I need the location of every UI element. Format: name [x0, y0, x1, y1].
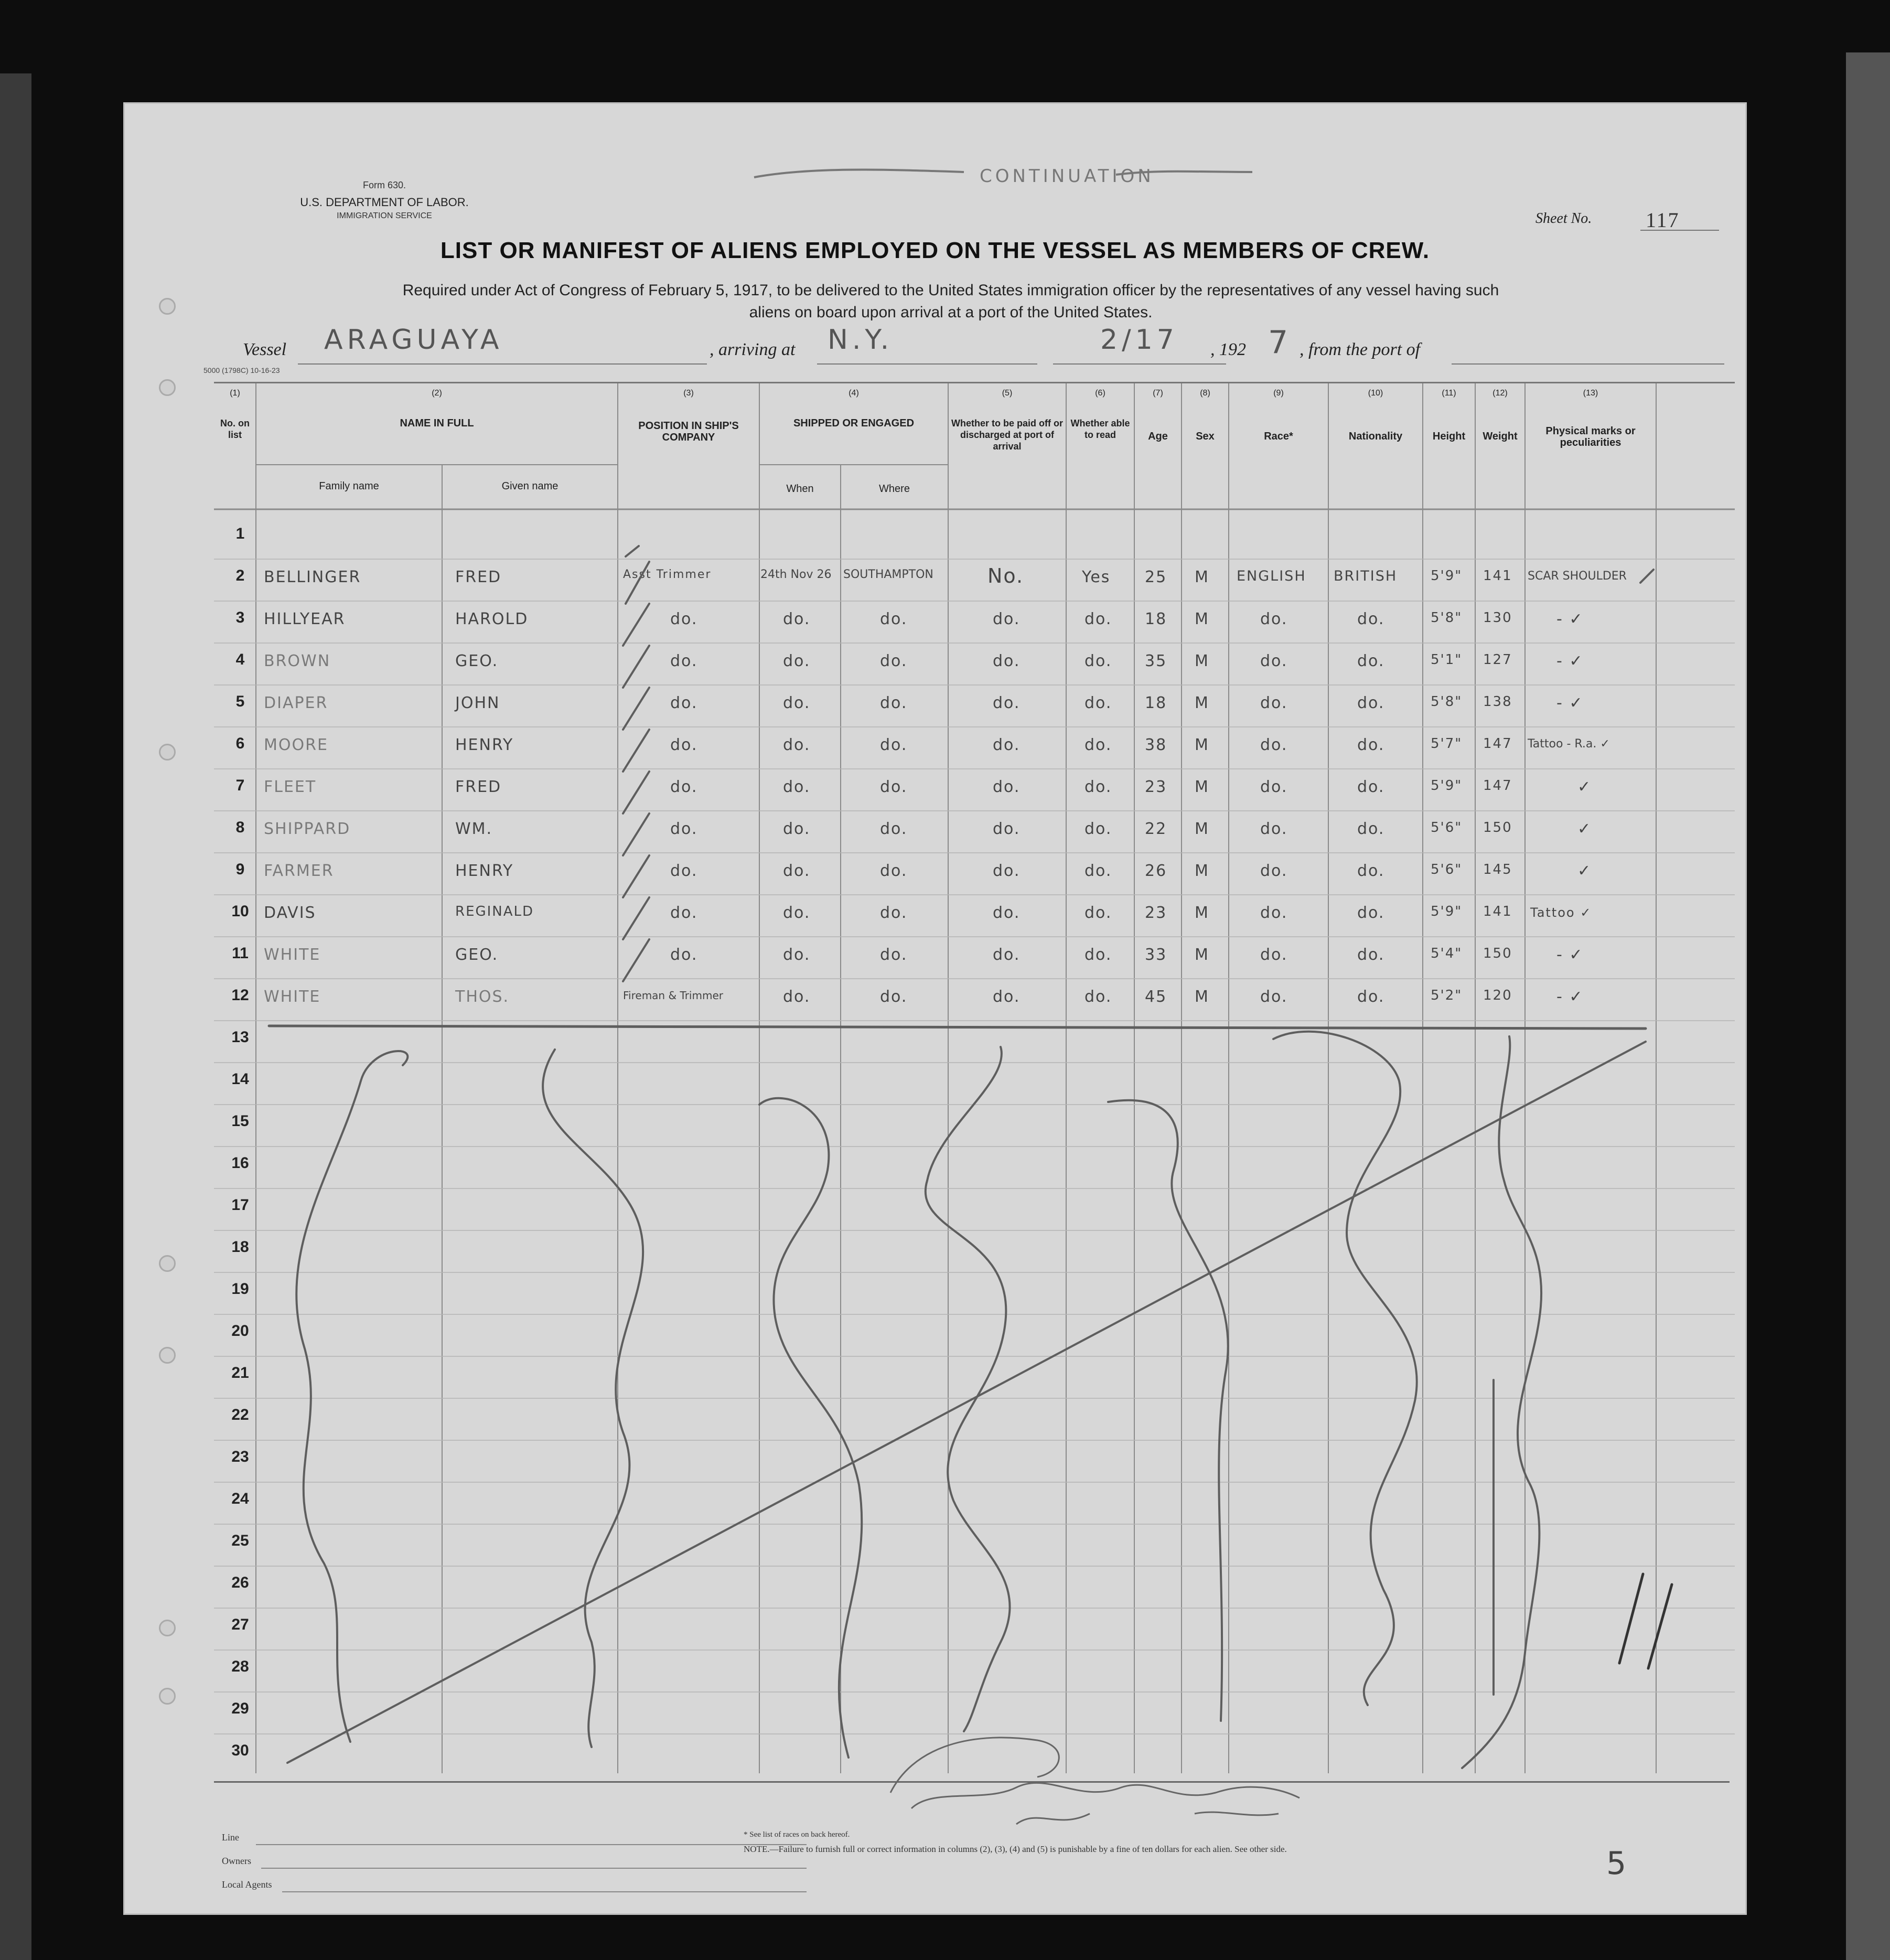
department-name: U.S. DEPARTMENT OF LABOR. — [300, 196, 469, 209]
nationality: do. — [1357, 820, 1385, 838]
where: do. — [880, 694, 908, 712]
weight: 150 — [1483, 946, 1512, 961]
col-where: Where — [879, 483, 910, 495]
height: 5'8" — [1431, 610, 1463, 626]
manifest-sheet — [123, 102, 1747, 1915]
height: 5'1" — [1431, 652, 1463, 668]
paid-off: do. — [993, 694, 1021, 712]
physical-marks: - ✓ — [1556, 946, 1584, 964]
binder-hole — [159, 1688, 176, 1705]
where: do. — [880, 736, 908, 754]
sheet-label: Sheet No. — [1535, 210, 1592, 227]
given-name: THOS. — [455, 988, 510, 1006]
where: do. — [880, 610, 908, 628]
weight: 145 — [1483, 862, 1512, 877]
age: 35 — [1145, 652, 1167, 670]
able-to-read: do. — [1084, 946, 1112, 964]
row-number: 13 — [231, 1029, 249, 1046]
nationality: do. — [1357, 736, 1385, 754]
row-number: 14 — [231, 1070, 249, 1088]
owners-label: Owners — [222, 1856, 251, 1866]
col-able-to-read: Whether able to read — [1070, 418, 1130, 440]
where: do. — [880, 778, 908, 796]
physical-marks: Tattoo - R.a. ✓ — [1528, 737, 1610, 751]
where: do. — [880, 820, 908, 838]
arrival-date: 2/17 — [1100, 324, 1178, 356]
row-number: 20 — [231, 1322, 249, 1340]
row-number: 17 — [231, 1196, 249, 1214]
physical-marks: ✓ — [1577, 778, 1592, 796]
row-number: 10 — [231, 903, 249, 920]
nationality: do. — [1357, 694, 1385, 712]
manifest-title: LIST OR MANIFEST OF ALIENS EMPLOYED ON THE VESSEL AS MEMBERS OF CREW. — [440, 238, 1430, 263]
binder-hole — [159, 379, 176, 396]
col-weight: Weight — [1483, 431, 1518, 442]
continuation-mark: CONTINUATION — [980, 166, 1154, 187]
family-name: WHITE — [264, 946, 321, 964]
weight: 138 — [1483, 694, 1512, 710]
given-name: FRED — [455, 568, 502, 586]
able-to-read: do. — [1084, 736, 1112, 754]
age: 45 — [1145, 988, 1167, 1006]
race: do. — [1260, 946, 1288, 964]
race: do. — [1260, 610, 1288, 628]
sex: M — [1195, 862, 1209, 880]
when: do. — [783, 610, 811, 628]
binder-hole — [159, 298, 176, 315]
where: do. — [880, 652, 908, 670]
age: 18 — [1145, 610, 1167, 628]
race-footnote: * See list of races on back hereof. — [744, 1830, 850, 1839]
col-name-in-full: NAME IN FULL — [400, 417, 474, 429]
able-to-read: do. — [1084, 694, 1112, 712]
when: do. — [783, 778, 811, 796]
row-number: 26 — [231, 1574, 249, 1591]
position: do. — [670, 862, 698, 880]
paid-off: No. — [987, 564, 1024, 587]
given-name: WM. — [455, 820, 493, 838]
position: do. — [670, 820, 698, 838]
paid-off: do. — [993, 862, 1021, 880]
from-port-label: , from the port of — [1300, 340, 1421, 359]
col-family-name: Family name — [319, 480, 379, 492]
family-name: WHITE — [264, 988, 321, 1006]
height: 5'4" — [1431, 946, 1463, 961]
race: do. — [1260, 904, 1288, 922]
row-number: 29 — [231, 1700, 249, 1717]
when: do. — [783, 904, 811, 922]
able-to-read: do. — [1084, 904, 1112, 922]
col-race: Race* — [1264, 431, 1293, 442]
race: do. — [1260, 862, 1288, 880]
position: do. — [670, 694, 698, 712]
sex: M — [1195, 946, 1209, 964]
col-no-on-list: No. on list — [220, 418, 250, 440]
family-name: FARMER — [264, 862, 334, 880]
weight: 120 — [1483, 988, 1512, 1003]
row-number: 28 — [231, 1658, 249, 1675]
arriving-port: N.Y. — [828, 324, 894, 356]
col-paid-off: Whether to be paid off or discharged at port of arrival — [951, 418, 1063, 452]
physical-marks: - ✓ — [1556, 694, 1584, 712]
film-edge-left — [0, 73, 31, 1960]
row-number: 12 — [231, 987, 249, 1004]
form-number: Form 630. — [362, 180, 406, 190]
col-age: Age — [1148, 431, 1168, 442]
weight: 150 — [1483, 820, 1512, 836]
paid-off: do. — [993, 652, 1021, 670]
row-number: 24 — [231, 1490, 249, 1507]
position: do. — [670, 778, 698, 796]
physical-marks: Tattoo ✓ — [1530, 905, 1592, 920]
age: 23 — [1145, 778, 1167, 796]
row-number: 1 — [235, 525, 245, 542]
race: do. — [1260, 820, 1288, 838]
row-number: 22 — [231, 1406, 249, 1423]
when: do. — [783, 652, 811, 670]
sex: M — [1195, 778, 1209, 796]
fine-note: NOTE.—Failure to furnish full or correct information in columns (2), (3), (4) and (5) is punishable by a fine of ten dollars for each alien. See other side. — [744, 1844, 1287, 1854]
when: do. — [783, 736, 811, 754]
col-given-name: Given name — [501, 480, 559, 492]
nationality: do. — [1357, 778, 1385, 796]
physical-marks: ✓ — [1577, 862, 1592, 880]
height: 5'9" — [1431, 568, 1463, 584]
height: 5'7" — [1431, 736, 1463, 752]
height: 5'8" — [1431, 694, 1463, 710]
row-number: 19 — [231, 1280, 249, 1298]
able-to-read: do. — [1084, 988, 1112, 1006]
sheet-number: 117 — [1646, 208, 1680, 232]
race: do. — [1260, 694, 1288, 712]
nationality: do. — [1357, 652, 1385, 670]
age: 25 — [1145, 568, 1167, 586]
line-label: Line — [222, 1832, 239, 1843]
col-nationality: Nationality — [1348, 431, 1403, 442]
film-edge-right — [1846, 52, 1890, 1960]
col-physical-marks: Physical marks or peculiarities — [1545, 425, 1636, 448]
row-number: 18 — [231, 1238, 249, 1256]
position: do. — [670, 736, 698, 754]
page-mark: 5 — [1606, 1845, 1630, 1882]
when: do. — [783, 694, 811, 712]
weight: 141 — [1483, 904, 1512, 919]
col-position: POSITION IN SHIP'S COMPANY — [638, 420, 739, 443]
height: 5'9" — [1431, 778, 1463, 794]
col-when: When — [786, 483, 814, 495]
where: SOUTHAMPTON — [843, 568, 933, 581]
row-number: 21 — [231, 1364, 249, 1381]
row-number: 23 — [231, 1448, 249, 1465]
able-to-read: do. — [1084, 820, 1112, 838]
age: 22 — [1145, 820, 1167, 838]
year-digit: 7 — [1268, 324, 1293, 361]
sex: M — [1195, 652, 1209, 670]
where: do. — [880, 904, 908, 922]
where: do. — [880, 988, 908, 1006]
paid-off: do. — [993, 904, 1021, 922]
year-label: , 192 — [1210, 340, 1246, 359]
row-number: 6 — [235, 735, 245, 752]
weight: 147 — [1483, 778, 1512, 794]
physical-marks: ✓ — [1577, 820, 1592, 838]
family-name: MOORE — [264, 736, 328, 754]
weight: 141 — [1483, 568, 1512, 584]
height: 5'6" — [1431, 862, 1463, 877]
binder-hole — [159, 1255, 176, 1272]
row-number: 27 — [231, 1616, 249, 1633]
family-name: SHIPPARD — [264, 820, 351, 838]
when: do. — [783, 820, 811, 838]
binder-hole — [159, 1620, 176, 1636]
age: 33 — [1145, 946, 1167, 964]
vessel-label: Vessel — [243, 340, 287, 359]
family-name: BELLINGER — [264, 568, 361, 586]
when: 24th Nov 26 — [760, 568, 832, 581]
race: do. — [1260, 652, 1288, 670]
sex: M — [1195, 904, 1209, 922]
handwritten-signature — [880, 1709, 1310, 1835]
sex: M — [1195, 736, 1209, 754]
row-number: 7 — [235, 777, 245, 794]
row-number: 4 — [235, 651, 245, 668]
race: do. — [1260, 736, 1288, 754]
age: 23 — [1145, 904, 1167, 922]
where: do. — [880, 946, 908, 964]
row-number: 30 — [231, 1742, 249, 1759]
family-name: FLEET — [264, 778, 317, 796]
age: 26 — [1145, 862, 1167, 880]
given-name: REGINALD — [455, 904, 534, 919]
crew-table: (1) No. on list (2) NAME IN FULL Family name Given name (3) POSITION IN SHIP'S COMPANY (4) SHIPPED OR ENGAGED When Where (5) Whether to be paid off or discharged at port of arrival (6) Whether able to read (7) Age (8) Sex (9) Race* (10) Nationality (11) Height (12) Weight (13) Physical marks or peculiarities 1 2 3 4 5 6 7 8 9 10 11 12 13 14 15 16 17 18 19 20 21 22 23 24 25 26 27 28 29 30 BELLINGER FRED Asst Trimmer 24th Nov 26 SOUTHAMPTON No. Yes 25 M ENGLISH BRITISH 5'9" 141 SCAR SHOULDER HILLYEAR HAROLD do. do. do. do. do. 18 M do. do. 5'8" 130 - ✓ BROWN GEO. do. do. do. do. do. 35 M do. do. 5'1" 127 - ✓ DIAPER JOHN do. do. do. do. do. 18 M do. do. 5'8" 138 - ✓ MOORE HENRY do. do. do. do. do. 38 M do. do. 5'7" 147 Tattoo - R.a. ✓ FLEET FRED do. do. do. do. do. 23 M do. do. 5'9" 147 ✓ SHIPPARD WM. do. do. do. do. do. 22 M do. do. 5'6" 150 ✓ FARMER HENRY do. do. do. do. do. 26 M do. do. 5'6" 145 ✓ DAVIS REGINALD do. do. do. do. do. 23 M do. do. 5'9" 141 Tattoo ✓ WHITE GEO. do. do. do. do. do. 33 M do. do. 5'4" 150 - ✓ WHITE THOS. Fireman & Trimmer do. do. do. do. 45 M do. do. 5'2" 120 - ✓ — [214, 382, 1735, 1773]
given-name: JOHN — [455, 694, 500, 712]
able-to-read: do. — [1084, 652, 1112, 670]
binder-hole — [159, 744, 176, 761]
given-name: FRED — [455, 778, 502, 796]
paid-off: do. — [993, 988, 1021, 1006]
race: do. — [1260, 988, 1288, 1006]
row-number: 2 — [235, 567, 245, 584]
family-name: HILLYEAR — [264, 610, 346, 628]
height: 5'6" — [1431, 820, 1463, 836]
physical-marks: SCAR SHOULDER — [1528, 570, 1627, 583]
where: do. — [880, 862, 908, 880]
given-name: HENRY — [455, 736, 514, 754]
position: do. — [670, 652, 698, 670]
row-number: 25 — [231, 1532, 249, 1549]
nationality: do. — [1357, 946, 1385, 964]
physical-marks: - ✓ — [1556, 652, 1584, 670]
form-code: 5000 (1798C) 10-16-23 — [203, 366, 280, 374]
position: Asst Trimmer — [623, 568, 712, 581]
nationality: do. — [1357, 610, 1385, 628]
manifest-subtitle: Required under Act of Congress of February 5, 1917, to be delivered to the United States immigration officer by the representatives of any vessel having such aliens on board upon arrival at a port of the United States. — [402, 282, 1499, 321]
height: 5'2" — [1431, 988, 1463, 1003]
local-agents-label: Local Agents — [222, 1879, 272, 1890]
nationality: do. — [1357, 862, 1385, 880]
col-sex: Sex — [1196, 431, 1215, 442]
physical-marks: - ✓ — [1556, 610, 1584, 628]
able-to-read: do. — [1084, 778, 1112, 796]
given-name: GEO. — [455, 946, 499, 964]
row-number: 11 — [232, 945, 249, 962]
race: do. — [1260, 778, 1288, 796]
given-name: HENRY — [455, 862, 514, 880]
sex: M — [1195, 610, 1209, 628]
age: 18 — [1145, 694, 1167, 712]
position: do. — [670, 904, 698, 922]
paid-off: do. — [993, 946, 1021, 964]
given-name: HAROLD — [455, 610, 529, 628]
paid-off: do. — [993, 778, 1021, 796]
family-name: BROWN — [264, 652, 331, 670]
row-number: 3 — [235, 609, 245, 626]
able-to-read: do. — [1084, 862, 1112, 880]
position: do. — [670, 610, 698, 628]
position: do. — [670, 946, 698, 964]
weight: 130 — [1483, 610, 1512, 626]
when: do. — [783, 988, 811, 1006]
family-name: DIAPER — [264, 694, 328, 712]
nationality: BRITISH — [1334, 568, 1398, 584]
sex: M — [1195, 988, 1209, 1006]
vessel-name: ARAGUAYA — [324, 324, 503, 356]
arriving-label: , arriving at — [710, 340, 796, 359]
row-number: 5 — [235, 693, 245, 710]
row-number: 8 — [235, 819, 245, 836]
sex: M — [1195, 568, 1209, 586]
height: 5'9" — [1431, 904, 1463, 919]
row-number: 16 — [231, 1154, 249, 1172]
race: ENGLISH — [1237, 568, 1306, 584]
able-to-read: do. — [1084, 610, 1112, 628]
binder-hole — [159, 1347, 176, 1364]
col-height: Height — [1432, 431, 1466, 442]
weight: 127 — [1483, 652, 1512, 668]
service-name: IMMIGRATION SERVICE — [337, 211, 432, 220]
age: 38 — [1145, 736, 1167, 754]
row-number: 15 — [231, 1112, 249, 1130]
pencil-cancellation-marks — [214, 383, 1735, 1773]
weight: 147 — [1483, 736, 1512, 752]
paid-off: do. — [993, 736, 1021, 754]
physical-marks: - ✓ — [1556, 988, 1584, 1006]
nationality: do. — [1357, 904, 1385, 922]
paid-off: do. — [993, 820, 1021, 838]
row-number: 9 — [235, 861, 245, 878]
paid-off: do. — [993, 610, 1021, 628]
family-name: DAVIS — [264, 904, 316, 922]
able-to-read: Yes — [1082, 568, 1111, 586]
nationality: do. — [1357, 988, 1385, 1006]
given-name: GEO. — [455, 652, 499, 670]
sex: M — [1195, 694, 1209, 712]
when: do. — [783, 946, 811, 964]
when: do. — [783, 862, 811, 880]
col-shipped-or-engaged: SHIPPED OR ENGAGED — [793, 417, 915, 429]
sex: M — [1195, 820, 1209, 838]
position: Fireman & Trimmer — [623, 989, 723, 1002]
